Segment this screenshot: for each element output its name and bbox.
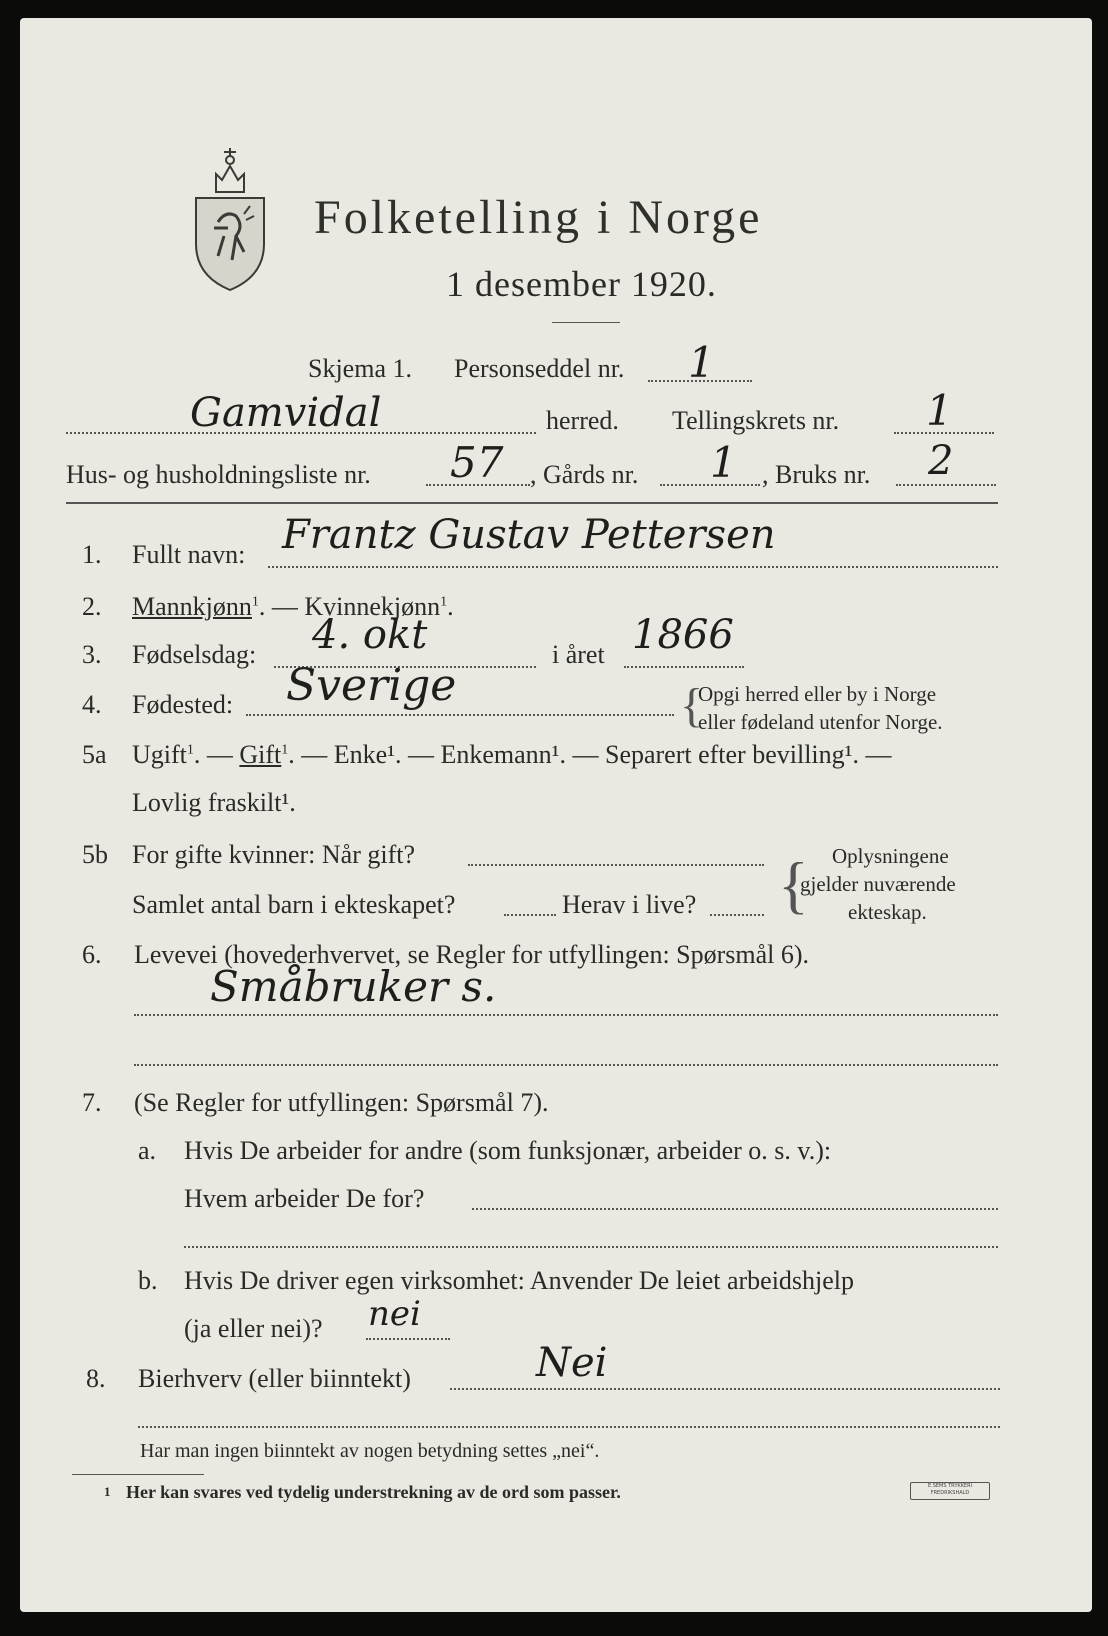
q4-label: Fødested: — [132, 690, 234, 719]
census-form-sheet — [20, 18, 1092, 1612]
year-label: i året — [552, 640, 605, 669]
q6-line-2 — [134, 1064, 998, 1066]
birthplace-value[interactable]: Sverige — [286, 660, 457, 711]
form-title: Folketelling i Norge — [314, 191, 763, 244]
footer-note: Har man ingen biinntekt av nogen betydning settes „nei“. — [140, 1440, 600, 1462]
hus-label: Hus- og husholdningsliste nr. — [66, 460, 371, 489]
tellingskrets-label: Tellingskrets nr. — [672, 406, 840, 435]
gards-value[interactable]: 1 — [710, 438, 737, 487]
q5a-number: 5a — [82, 740, 107, 769]
q5b-bracket: { — [778, 849, 809, 920]
q7a-letter: a. — [138, 1136, 157, 1165]
full-name-value[interactable]: Frantz Gustav Pettersen — [282, 512, 776, 558]
q4-bracket: { — [680, 679, 704, 732]
q7-number: 7. — [82, 1088, 102, 1117]
footnote-text: Her kan svares ved tydelig understrekning av de ord som passer. — [126, 1482, 621, 1502]
q7b-answer-value[interactable]: nei — [368, 1294, 421, 1334]
skjema-label: Skjema 1. — [308, 354, 412, 383]
q5b-note-2: gjelder nuværende — [800, 872, 956, 896]
q8-number: 8. — [86, 1364, 106, 1393]
bruks-value[interactable]: 2 — [928, 438, 954, 484]
q8-line — [450, 1388, 1000, 1390]
footnote-mark: 1 — [104, 1484, 111, 1499]
herred-label: herred. — [546, 406, 619, 435]
q1-label: Fullt navn: — [132, 540, 246, 569]
printer-stamp: E.SEMS TRYKKERI FREDRIKSHALD — [910, 1482, 990, 1500]
side-income-value[interactable]: Nei — [536, 1340, 608, 1386]
birthday-value[interactable]: 4. okt — [312, 612, 428, 658]
q1-number: 1. — [82, 540, 102, 569]
title-divider — [552, 322, 620, 323]
q3-label: Fødselsdag: — [132, 640, 257, 669]
q7a-employer-line-2 — [184, 1246, 998, 1248]
gards-label: , Gårds nr. — [530, 460, 639, 489]
q7b-answer-line — [366, 1338, 450, 1340]
q5b-line1: For gifte kvinner: Når gift? — [132, 840, 416, 869]
q7b-letter: b. — [138, 1266, 158, 1295]
status-married[interactable]: Gift — [239, 740, 282, 769]
status-unmarried[interactable]: Ugift — [132, 740, 187, 769]
q6-number: 6. — [82, 940, 102, 969]
q1-line — [268, 566, 998, 568]
q5b-alive-line — [710, 914, 764, 916]
gender-option-female[interactable]: Kvinnekjønn — [304, 592, 441, 621]
q4-line — [246, 714, 674, 716]
q5b-married-line — [468, 864, 764, 866]
gender-end: . — [447, 592, 454, 621]
personseddel-value[interactable]: 1 — [688, 338, 715, 387]
tellingskrets-value[interactable]: 1 — [926, 386, 953, 435]
q5b-line2b: Herav i live? — [562, 890, 697, 919]
q2-number: 2. — [82, 592, 102, 621]
birth-year-value[interactable]: 1866 — [632, 612, 734, 658]
occupation-value[interactable]: Småbruker s. — [210, 962, 497, 1011]
footnote-divider — [72, 1474, 204, 1475]
q8-label: Bierhverv (eller biinntekt) — [138, 1364, 411, 1393]
q7-label: (Se Regler for utfyllingen: Spørsmål 7). — [134, 1088, 549, 1117]
q7b-line2: (ja eller nei)? — [184, 1314, 323, 1343]
q8-line-2 — [138, 1426, 1000, 1428]
personseddel-label: Personseddel nr. — [454, 354, 625, 383]
q3-number: 3. — [82, 640, 102, 669]
q6-line-1 — [134, 1014, 998, 1016]
q4-number: 4. — [82, 690, 102, 719]
q5b-number: 5b — [82, 840, 108, 869]
q5b-note-3: ekteskap. — [848, 900, 927, 924]
hus-value[interactable]: 57 — [450, 438, 504, 487]
year-line — [624, 666, 744, 668]
q7b-line1: Hvis De driver egen virksomhet: Anvender De leiet arbeidshjelp — [184, 1266, 855, 1295]
q5b-note-1: Oplysningene — [832, 844, 949, 868]
q5b-line2a: Samlet antal barn i ekteskapet? — [132, 890, 456, 919]
q7a-line1: Hvis De arbeider for andre (som funksjonær, arbeider o. s. v.): — [184, 1136, 832, 1165]
q4-note-2: eller fødeland utenfor Norge. — [698, 710, 943, 734]
q5a-options: Ugift$^1$. — Gift$^1$. — Enke¹. — Enkemann¹. — Separert efter bevilling¹. — — [132, 740, 892, 769]
q7a-employer-line[interactable] — [472, 1208, 998, 1210]
header-divider — [66, 502, 998, 504]
q6-label: Levevei (hovederhvervet, se Regler for utfyllingen: Spørsmål 6). — [134, 940, 810, 969]
bruks-line — [896, 484, 996, 486]
herred-value[interactable]: Gamvidal — [190, 390, 382, 436]
q2-options: Mannkjønn$^1$. — Kvinnekjønn$^1$. — [132, 592, 454, 621]
coat-of-arms-icon — [188, 144, 272, 294]
q5b-children-line — [504, 914, 556, 916]
q7a-line2: Hvem arbeider De for? — [184, 1184, 425, 1213]
q5a-line2[interactable]: Lovlig fraskilt¹. — [132, 788, 296, 817]
gender-option-male[interactable]: Mannkjønn — [132, 592, 252, 621]
status-other[interactable]: — Enke¹. — Enkemann¹. — Separert efter bevilling¹. — — [301, 740, 892, 769]
gender-separator: . — — [258, 592, 305, 621]
form-date: 1 desember 1920. — [446, 264, 717, 304]
bruks-label: , Bruks nr. — [762, 460, 871, 489]
q4-note-1: Opgi herred eller by i Norge — [698, 682, 937, 706]
